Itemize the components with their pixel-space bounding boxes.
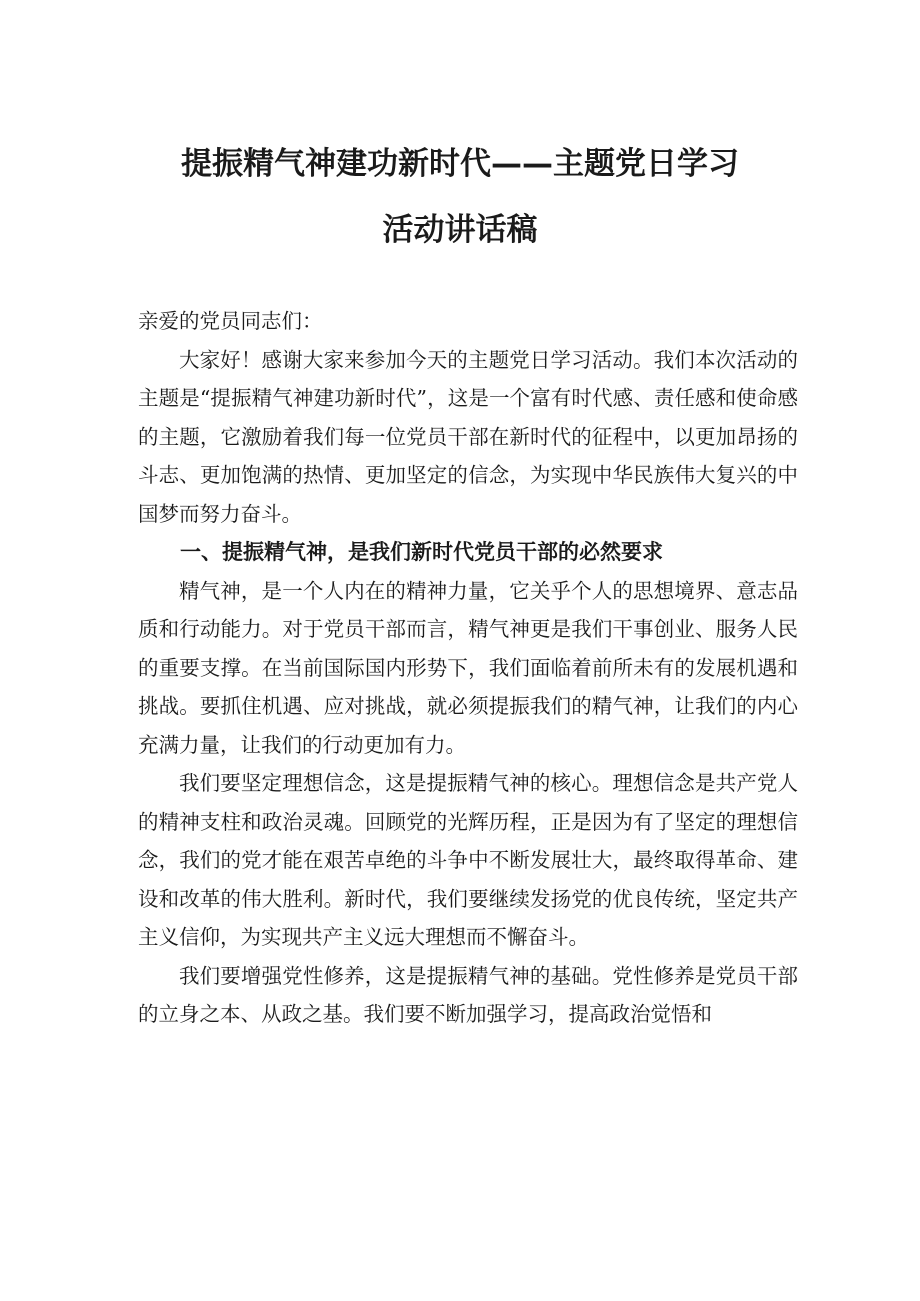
document-title-line-1: 提振精气神建功新时代——主题党日学习 xyxy=(181,146,739,182)
section-heading-1: 一、提振精气神，是我们新时代党员干部的必然要求 xyxy=(180,540,663,564)
paragraph-intro: 大家好！感谢大家来参加今天的主题党日学习活动。我们本次活动的主题是“提振精气神建功新时代”，这是一个富有时代感、责任感和使命感的主题，它激励着我们每一位党员干部在新时代的征程中，以更加昂扬的斗志、更加饱满的热情、更加坚定的信念，为实现中华民族伟大复兴的中国梦而努力奋斗。 xyxy=(138,347,798,526)
paragraph-party-spirit: 我们要增强党性修养，这是提振精气神的基础。党性修养是党员干部的立身之本、从政之基。我们要不断加强学习，提高政治觉悟和 xyxy=(138,963,798,1026)
salutation: 亲爱的党员同志们： xyxy=(138,309,323,333)
document-body xyxy=(138,302,798,1034)
paragraph-ideals: 我们要坚定理想信念，这是提振精气神的核心。理想信念是共产党人的精神支柱和政治灵魂。回顾党的光辉历程，正是因为有了坚定的理想信念，我们的党才能在艰苦卓绝的斗争中不断发展壮大，最终取得革命、建设和改革的伟大胜利。新时代，我们要继续发扬党的优良传统，坚定共产主义信仰，为实现共产主义远大理想而不懈奋斗。 xyxy=(138,771,798,949)
paragraph-spirit: 精气神，是一个人内在的精神力量，它关乎个人的思想境界、意志品质和行动能力。对于党员干部而言，精气神更是我们干事创业、服务人民的重要支撑。在当前国际国内形势下，我们面临着前所未有的发展机遇和挑战。要抓住机遇、应对挑战，就必须提振我们的精气神，让我们的内心充满力量，让我们的行动更加有力。 xyxy=(138,578,798,757)
document-title-line-2: 活动讲话稿 xyxy=(382,212,538,248)
